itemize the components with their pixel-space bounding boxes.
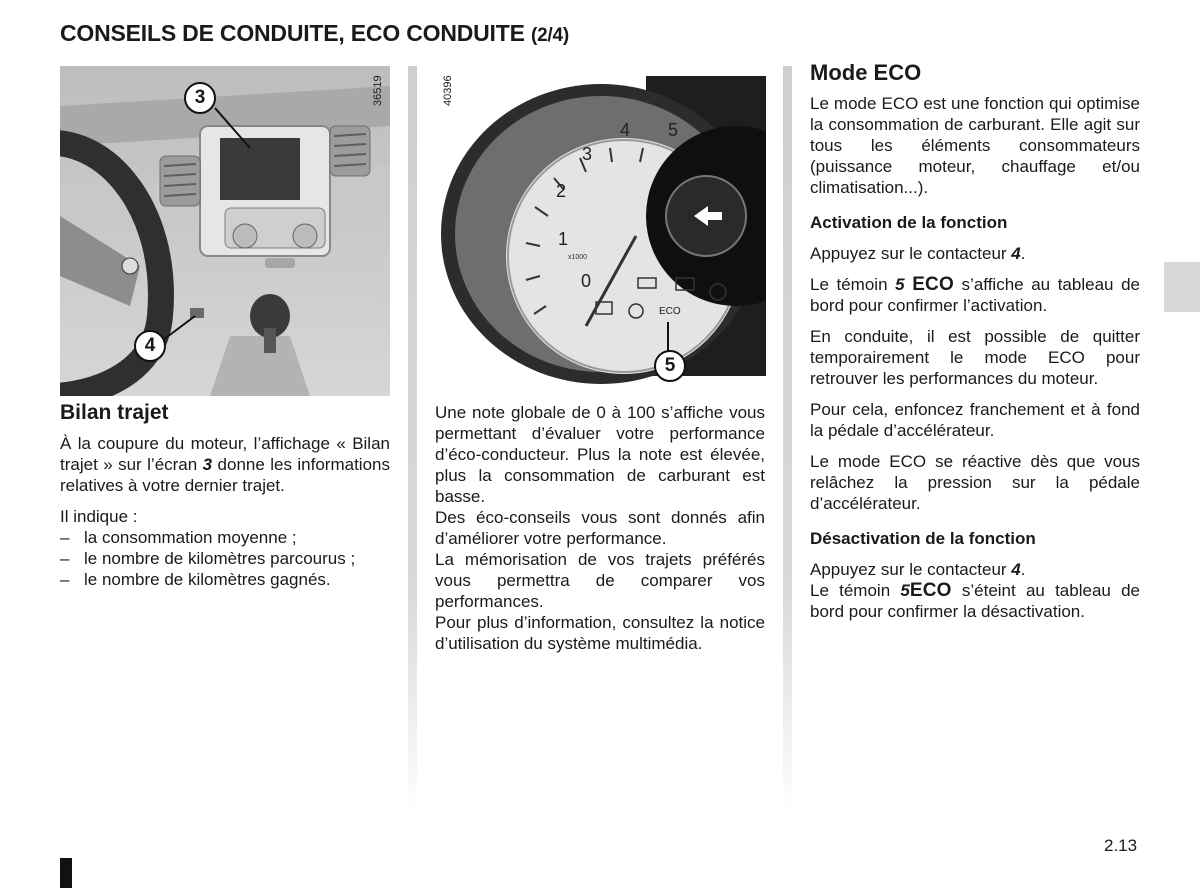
list-item-text: la consommation moyenne ; [84,528,297,547]
act2-ref-5: 5 [895,275,905,294]
mid-paragraph-4: Pour plus d’information, consultez la notice d’utilisation du système multimédia. [435,613,765,653]
list-item [60,569,390,590]
act2-text-b: s’affiche au tableau de bord pour confirmer l’activation. [810,275,1140,315]
mid-paragraph-1: Une note globale de 0 à 100 s’affiche vous permettant d’évaluer votre performance d’éco-conducteur. Plus la note est élevée, plus la consommation de carburant est basse. [435,403,765,506]
activation-heading: Activation de la fonction [810,213,1008,232]
column-divider-right [783,66,792,816]
deact2-text-b: s’éteint au tableau de bord pour confirmer la désactivation. [810,581,1140,621]
act-text-b: . [1020,244,1026,263]
deact-text-a: Appuyez sur le contacteur [810,560,1012,579]
deact2-ref-5: 5 [900,581,910,600]
gauge-num-1: 1 [558,229,569,249]
gauge-unit: x1000 [568,254,588,261]
dashboard-figure [60,66,390,396]
middle-column [435,402,765,654]
column-divider-left [408,66,417,816]
section-heading-bilan: Bilan trajet [60,401,169,424]
bilan-text-b: donne les informations relatives à votre dernier trajet. [60,455,390,495]
dashboard-illustration [60,66,390,396]
right-column [810,62,1140,632]
left-column [60,402,390,590]
act-ref-4: 4 [1011,244,1021,263]
gauge-num-0: 0 [581,271,592,291]
gauge-illustration [436,66,766,386]
figure-id: 36519 [372,75,384,106]
activation-step-3: En conduite, il est possible de quitter temporairement le mode ECO pour retrouver les performances du moteur. [810,327,1140,388]
gauge-num-5: 5 [668,120,679,140]
title-text: CONSEILS DE CONDUITE, ECO CONDUITE [60,20,525,46]
activation-step-5: Le mode ECO se réactive dès que vous relâchez la pression sur la pédale d’accélérateur. [810,452,1140,513]
deactivation-step-2 [810,580,1140,622]
mid-paragraph-2: Des éco-conseils vous sont donnés afin d’améliorer votre performance. [435,508,765,548]
section-heading-mode-eco: Mode ECO [810,60,922,85]
list-item [60,548,390,569]
gauge-figure [436,66,766,386]
list-dash: – [60,549,70,568]
gauge-num-4: 4 [620,120,631,140]
list-dash: – [60,570,70,589]
eco-indicator-text: ECO [909,580,952,601]
bilan-ref-3: 3 [202,455,213,474]
bilan-text-a: À la coupure du moteur, l’affichage « Bilan trajet » sur l’écran [60,434,390,474]
deact-ref-4: 4 [1011,560,1021,579]
deactivation-step-1 [810,559,1140,580]
page-number: 2.13 [1104,836,1138,855]
margin-mark [60,858,72,888]
callout-5: 5 [654,350,686,382]
list-item-text: le nombre de kilomètres parcourus ; [84,549,356,568]
activation-step-4: Pour cela, enfoncez franchement et à fond la pédale d’accélérateur. [810,400,1140,440]
eco-intro: Le mode ECO est une fonction qui optimise la consommation de carburant. Elle agit sur tous les éléments consommateurs (puissance moteur, chauffage et/ou climatisation...). [810,94,1140,197]
activation-step-1 [810,243,1140,264]
activation-step-2 [810,274,1140,316]
deact2-text-a: Le témoin [810,581,901,600]
callout-4: 4 [134,330,166,362]
gauge-eco-label: ECO [659,306,681,317]
chapter-thumb-tab [1164,262,1200,312]
page-title [60,20,569,47]
bilan-paragraph [60,433,390,496]
list-item-text: le nombre de kilomètres gagnés. [84,570,331,589]
bilan-list [60,527,390,590]
gauge-num-2: 2 [556,181,567,201]
bilan-indique: Il indique : [60,507,138,526]
act-text-a: Appuyez sur le contacteur [810,244,1012,263]
mid-paragraph-3: La mémorisation de vos trajets préférés vous permettra de comparer vos performances. [435,550,765,611]
list-item [60,527,390,548]
callout-3: 3 [184,82,216,114]
deactivation-heading: Désactivation de la fonction [810,529,1036,548]
list-dash: – [60,528,70,547]
figure-id: 40396 [442,75,454,106]
act2-text-a: Le témoin [810,275,896,294]
title-page-indicator: (2/4) [530,25,570,46]
eco-indicator-text: ECO [912,274,954,295]
gauge-num-3: 3 [582,144,593,164]
deact-text-b: . [1020,560,1026,579]
